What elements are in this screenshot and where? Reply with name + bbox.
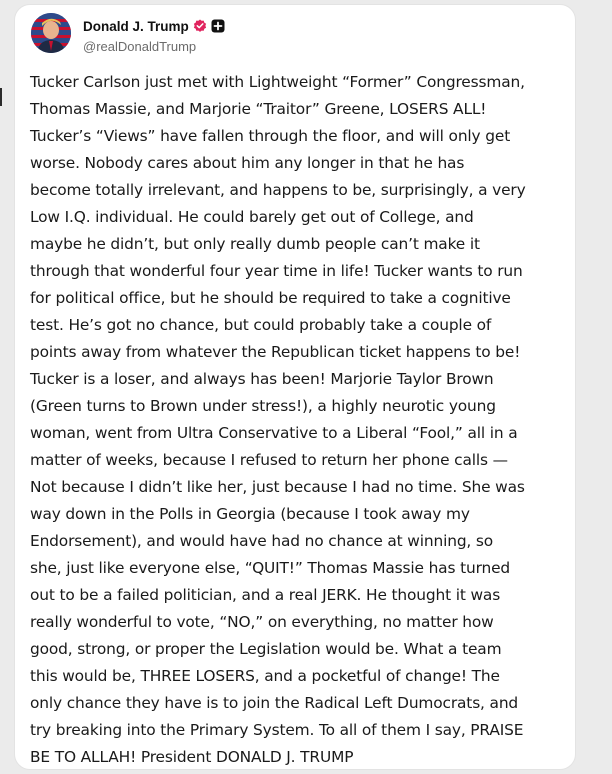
post-text [30,69,575,771]
post-text-line: maybe he didn’t, but only really dumb people can’t make it [30,235,480,253]
plus-square-icon[interactable] [211,19,225,33]
post-text-line: try breaking into the Primary System. To all of them I say, PRAISE [30,721,524,739]
post-text-line: Tucker Carlson just met with Lightweight “Former” Congressman, [30,73,525,91]
post-text-line: really wonderful to vote, “NO,” on everything, no matter how [30,613,494,631]
post-text-line: points away from whatever the Republican ticket happens to be! [30,343,521,361]
post-text-line: Low I.Q. individual. He could barely get out of College, and [30,208,474,226]
post-text-line: BE TO ALLAH! President DONALD J. TRUMP [30,748,354,766]
post-text-line: way down in the Polls in Georgia (because I took away my [30,505,470,523]
post-text-line: test. He’s got no chance, but could probably take a couple of [30,316,492,334]
post-text-line: worse. Nobody cares about him any longer in that he has [30,154,465,172]
avatar[interactable] [31,13,71,53]
post-text-line: she, just like everyone else, “QUIT!” Thomas Massie has turned [30,559,511,577]
post-text-line: (Green turns to Brown under stress!), a highly neurotic young [30,397,496,415]
post-text-line: through that wonderful four year time in life! Tucker wants to run [30,262,523,280]
post-text-line: become totally irrelevant, and happens to be, surprisingly, a very [30,181,526,199]
user-handle[interactable]: @realDonaldTrump [83,39,197,54]
name-row [83,17,225,35]
verified-badge-icon [193,19,207,33]
post-text-line: Not because I didn’t like her, just because I had no time. She was [30,478,525,496]
avatar-image [31,13,71,53]
edge-marker [0,88,2,106]
post-text-line: for political office, but he should be required to take a cognitive [30,289,511,307]
post-text-line: matter of weeks, because I refused to return her phone calls — [30,451,508,469]
post-card [14,4,576,770]
post-text-line: woman, went from Ultra Conservative to a Liberal “Fool,” all in a [30,424,518,442]
post-text-line: Thomas Massie, and Marjorie “Traitor” Greene, LOSERS ALL! [30,100,487,118]
post-text-line: good, strong, or proper the Legislation would be. What a team [30,640,502,658]
post-text-line: this would be, THREE LOSERS, and a pocketful of change! The [30,667,500,685]
post-text-line: only chance they have is to join the Radical Left Dumocrats, and [30,694,519,712]
post-text-line: Tucker’s “Views” have fallen through the floor, and will only get [30,127,511,145]
display-name[interactable]: Donald J. Trump [83,18,189,34]
post-header [31,13,531,57]
post-text-line: Tucker is a loser, and always has been! Marjorie Taylor Brown [30,370,494,388]
post-text-line: out to be a failed politician, and a real JERK. He thought it was [30,586,501,604]
post-text-line: Endorsement), and would have had no chance at winning, so [30,532,494,550]
